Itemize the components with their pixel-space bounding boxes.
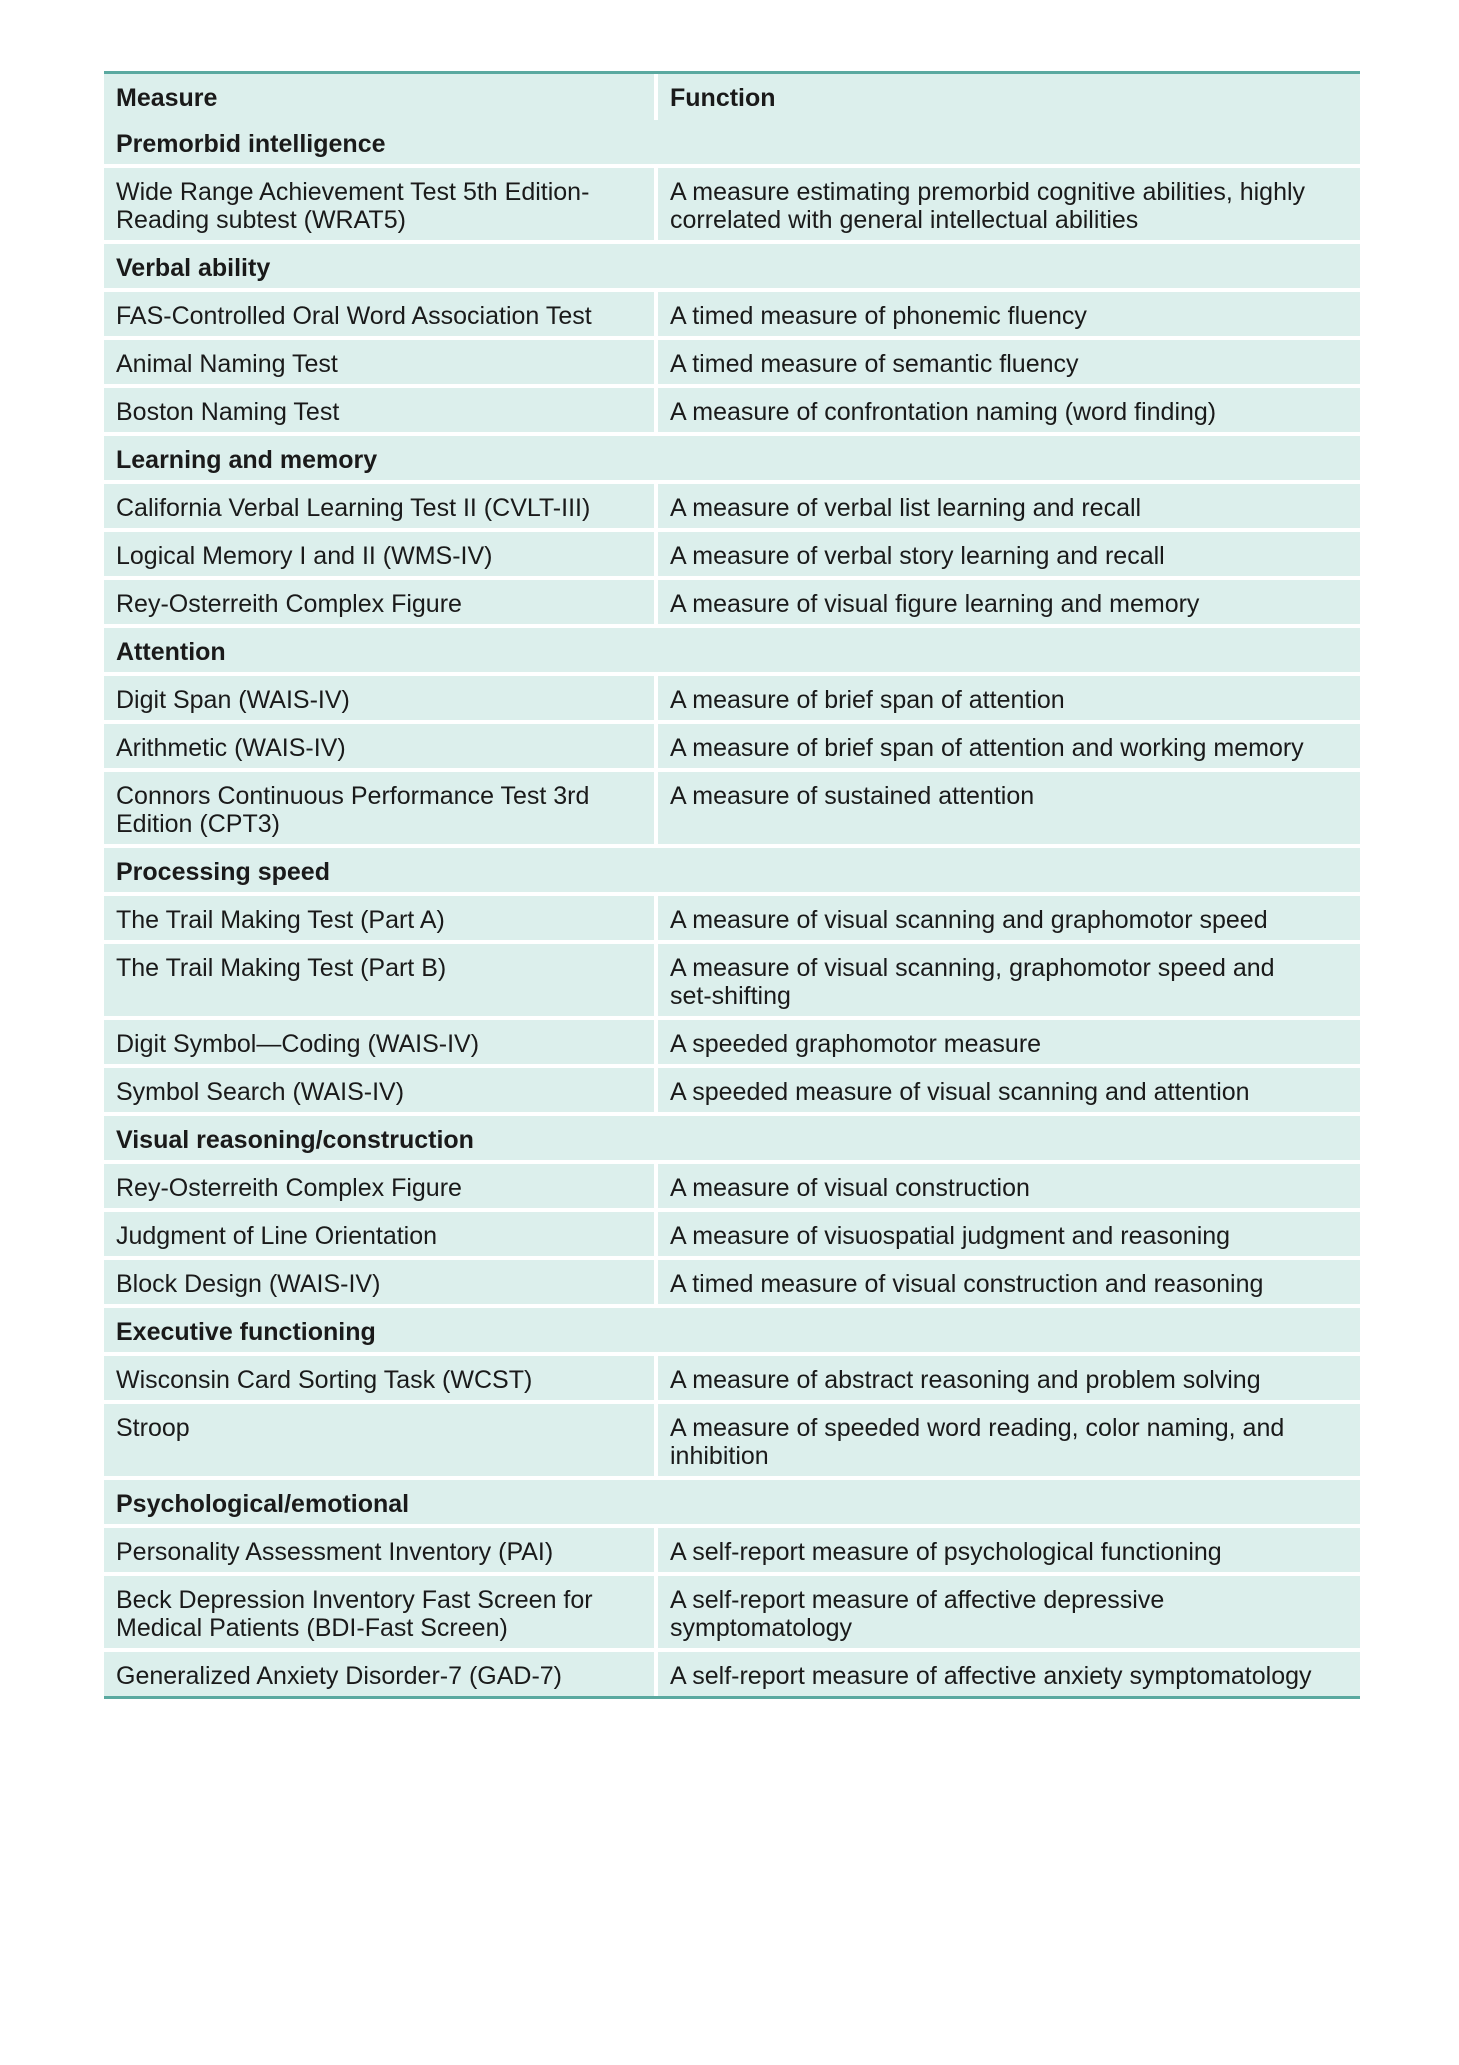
function-cell: A measure of abstract reasoning and problem solving bbox=[658, 1356, 1360, 1404]
measure-cell: Symbol Search (WAIS-IV) bbox=[104, 1068, 658, 1116]
measure-cell: Wide Range Achievement Test 5th Edition- Reading subtest (WRAT5) bbox=[104, 168, 658, 244]
table-row bbox=[104, 532, 1360, 580]
table-row bbox=[104, 1576, 1360, 1652]
measure-cell: Boston Naming Test bbox=[104, 388, 658, 436]
measure-cell: Digit Symbol—Coding (WAIS-IV) bbox=[104, 1020, 658, 1068]
section-title: Learning and memory bbox=[104, 436, 1360, 484]
section-row bbox=[104, 436, 1360, 484]
section-title: Premorbid intelligence bbox=[104, 120, 1360, 168]
table-row bbox=[104, 1164, 1360, 1212]
section-row bbox=[104, 244, 1360, 292]
function-cell: A measure of speeded word reading, color naming, and inhibition bbox=[658, 1404, 1360, 1480]
section-title: Visual reasoning/construction bbox=[104, 1116, 1360, 1164]
table-row bbox=[104, 580, 1360, 628]
table-row bbox=[104, 1528, 1360, 1576]
measure-cell: Arithmetic (WAIS-IV) bbox=[104, 724, 658, 772]
function-cell: A measure of confrontation naming (word finding) bbox=[658, 388, 1360, 436]
function-cell: A timed measure of phonemic fluency bbox=[658, 292, 1360, 340]
measure-cell: Rey-Osterreith Complex Figure bbox=[104, 580, 658, 628]
function-cell: A measure of visual figure learning and memory bbox=[658, 580, 1360, 628]
table-row bbox=[104, 292, 1360, 340]
function-cell: A timed measure of visual construction and reasoning bbox=[658, 1260, 1360, 1308]
function-cell: A measure of sustained attention bbox=[658, 772, 1360, 848]
table-row bbox=[104, 388, 1360, 436]
table-row bbox=[104, 1652, 1360, 1696]
table-row bbox=[104, 168, 1360, 244]
measure-cell: Beck Depression Inventory Fast Screen for Medical Patients (BDI-Fast Screen) bbox=[104, 1576, 658, 1652]
header-measure: Measure bbox=[104, 74, 658, 120]
measure-cell: FAS-Controlled Oral Word Association Test bbox=[104, 292, 658, 340]
function-cell: A measure of brief span of attention and working memory bbox=[658, 724, 1360, 772]
table-row bbox=[104, 340, 1360, 388]
header-row bbox=[104, 74, 1360, 120]
section-row bbox=[104, 1116, 1360, 1164]
function-cell: A speeded measure of visual scanning and attention bbox=[658, 1068, 1360, 1116]
measure-cell: California Verbal Learning Test II (CVLT-III) bbox=[104, 484, 658, 532]
section-title: Executive functioning bbox=[104, 1308, 1360, 1356]
section-title: Psychological/emotional bbox=[104, 1480, 1360, 1528]
section-row bbox=[104, 628, 1360, 676]
measure-cell: Block Design (WAIS-IV) bbox=[104, 1260, 658, 1308]
measure-cell: Generalized Anxiety Disorder-7 (GAD-7) bbox=[104, 1652, 658, 1696]
table-row bbox=[104, 1404, 1360, 1480]
table-row bbox=[104, 1356, 1360, 1404]
table-body bbox=[104, 120, 1360, 1696]
measure-cell: The Trail Making Test (Part A) bbox=[104, 896, 658, 944]
section-row bbox=[104, 1308, 1360, 1356]
table-row bbox=[104, 1212, 1360, 1260]
measure-cell: Animal Naming Test bbox=[104, 340, 658, 388]
header-function: Function bbox=[658, 74, 1360, 120]
table-row bbox=[104, 724, 1360, 772]
section-row bbox=[104, 120, 1360, 168]
function-cell: A measure of visual scanning and graphomotor speed bbox=[658, 896, 1360, 944]
function-cell: A measure of verbal list learning and recall bbox=[658, 484, 1360, 532]
table-row bbox=[104, 484, 1360, 532]
section-title: Attention bbox=[104, 628, 1360, 676]
measure-cell: Stroop bbox=[104, 1404, 658, 1480]
measures-table bbox=[104, 71, 1360, 1699]
function-cell: A measure of visual scanning, graphomotor speed and set-shifting bbox=[658, 944, 1360, 1020]
table-row bbox=[104, 896, 1360, 944]
measure-cell: Personality Assessment Inventory (PAI) bbox=[104, 1528, 658, 1576]
function-cell: A measure of verbal story learning and recall bbox=[658, 532, 1360, 580]
measure-cell: Logical Memory I and II (WMS-IV) bbox=[104, 532, 658, 580]
section-title: Verbal ability bbox=[104, 244, 1360, 292]
function-cell: A speeded graphomotor measure bbox=[658, 1020, 1360, 1068]
section-row bbox=[104, 848, 1360, 896]
section-title: Processing speed bbox=[104, 848, 1360, 896]
measure-cell: The Trail Making Test (Part B) bbox=[104, 944, 658, 1020]
function-cell: A measure of visuospatial judgment and reasoning bbox=[658, 1212, 1360, 1260]
table-row bbox=[104, 1020, 1360, 1068]
table-row bbox=[104, 1068, 1360, 1116]
function-cell: A measure of brief span of attention bbox=[658, 676, 1360, 724]
function-cell: A measure of visual construction bbox=[658, 1164, 1360, 1212]
measure-cell: Connors Continuous Performance Test 3rd Edition (CPT3) bbox=[104, 772, 658, 848]
table-header bbox=[104, 74, 1360, 120]
function-cell: A measure estimating premorbid cognitive abilities, highly correlated with general intellectual abilities bbox=[658, 168, 1360, 244]
table-row bbox=[104, 944, 1360, 1020]
function-cell: A self-report measure of psychological functioning bbox=[658, 1528, 1360, 1576]
table-row bbox=[104, 772, 1360, 848]
measure-cell: Digit Span (WAIS-IV) bbox=[104, 676, 658, 724]
measure-cell: Rey-Osterreith Complex Figure bbox=[104, 1164, 658, 1212]
measure-cell: Wisconsin Card Sorting Task (WCST) bbox=[104, 1356, 658, 1404]
table-row bbox=[104, 676, 1360, 724]
function-cell: A timed measure of semantic fluency bbox=[658, 340, 1360, 388]
function-cell: A self-report measure of affective depressive symptomatology bbox=[658, 1576, 1360, 1652]
section-row bbox=[104, 1480, 1360, 1528]
measure-cell: Judgment of Line Orientation bbox=[104, 1212, 658, 1260]
table-row bbox=[104, 1260, 1360, 1308]
function-cell: A self-report measure of affective anxiety symptomatology bbox=[658, 1652, 1360, 1696]
